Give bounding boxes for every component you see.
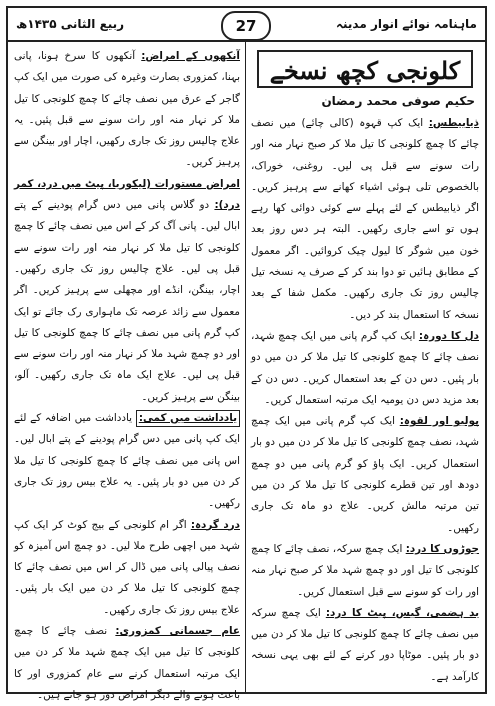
heading-womens-diseases: امراض مستورات (لیکوریا، پیٹ میں درد، کمر درد): — [14, 177, 240, 212]
header-date: ربیع الثانی ۱۴۳۵ھ — [16, 17, 125, 31]
paragraph-general-weakness — [14, 621, 240, 706]
heading-kidney-pain: درد گردہ: — [190, 518, 240, 531]
paragraph-eye-diseases — [14, 46, 240, 174]
heading-general-weakness: عام جسمانی کمزوری: — [115, 625, 240, 638]
page-header — [8, 8, 485, 42]
text-memory-loss: یادداشت میں اضافہ کے لئے ایک کپ پانی میں دس گرام پودینے کے پتے ابال لیں۔ اس پانی میں نصف چائے کا چمچ کلونجی کا تیل ملا کر دن میں دو بار پئیں۔ یہ علاج بیس روز تک جاری رکھیں۔ — [14, 412, 240, 510]
paragraph-womens-diseases — [14, 174, 240, 408]
heading-indigestion: بد ہضمی، گیس، پیٹ کا درد: — [325, 606, 480, 619]
column-divider — [245, 42, 246, 694]
text-polio: ایک کپ گرم پانی میں ایک چمچ شہد، نصف چمچ کلونجی کا تیل ملا کر دن میں دو بار استعمال کریں۔ ایک پاؤ کو گرم پانی میں دو چمچ دودھ اور تین قطرے کلونجی کا تیل ملا کر دن میں تین مرتبہ مالش کریں۔ علاج دو ماہ تک جاری رکھیں۔ — [251, 415, 479, 534]
article-author: حکیم صوفی محمد رمضان — [321, 94, 475, 108]
text-indigestion: ایک چمچ سرکہ میں نصف چائے کا چمچ کلونجی کا تیل ملا کر دن میں دو بار پئیں۔ موٹاپا دور کرنے کے لئے بھی یہی نسخہ کارآمد ہے۔ — [251, 606, 479, 683]
header-magazine-name: ماہنامہ نوائے انوار مدینہ — [335, 17, 477, 31]
paragraph-diabetes — [251, 113, 479, 326]
magazine-page — [6, 6, 487, 701]
text-kidney-pain: اگر ام کلونجی کے بیج کوٹ کر ایک کپ شہد میں اچھی طرح ملا لیں۔ دو چمچ اس آمیزہ کو نصف پیالی پانی میں ڈال کر اس میں نصف چائے کا چمچ کلونجی کا تیل ملا کر دن میں ایک بار پئیں۔ علاج بیس روز تک جاری رکھیں۔ — [14, 518, 240, 616]
text-heart-attack: ایک کپ گرم پانی میں ایک چمچ شہد، نصف چائے کا چمچ کلونجی کا تیل ملا کر دن میں دو بار پئیں۔ دس دن کے بعد استعمال کریں۔ دس دن کے بعد مزید دس دن یومیہ ایک مرتبہ استعمال کریں۔ — [251, 329, 479, 406]
paragraph-joint-pain — [251, 539, 479, 603]
text-joint-pain: ایک چمچ سرکہ، نصف چائے کا چمچ کلونجی کا تیل اور دو چمچ شہد ملا کر صبح نہار منہ اور رات کو سونے سے قبل استعمال کریں۔ — [251, 542, 479, 598]
heading-eye-diseases: آنکھوں کے امراض: — [141, 50, 240, 62]
page-number: 27 — [221, 11, 271, 41]
paragraph-heart-attack — [251, 326, 479, 411]
paragraph-kidney-pain — [14, 515, 240, 621]
paragraph-memory-loss — [14, 408, 240, 514]
text-diabetes: ایک کپ قہوہ (کالی چائے) میں نصف چائے کا چمچ کلونجی کا تیل ملا کر صبح نہار منہ اور رات سونے سے قبل پی لیں۔ روغنی، خوراک، بالخصوص تلی ہوئی اشیاء کھانے سے پرہیز کریں۔ اگر ذیابیطس کے لئے پہلے سے کوئی دوائی کھا رہے ہوں تو اسے جاری رکھیں۔ البتہ ہر دس روز بعد خون میں شوگر کا لیول چیک کروائیں۔ اگر معمول کے مطابق ہائیں تو دوا بند کر کے صرف یہ نسخہ تیل چالیس روز تک جاری رکھیں۔ مکمل شفا کے بعد نسخہ کا استعمال بند کر دیں۔ — [251, 117, 479, 321]
text-general-weakness: نصف چائے کا چمچ کلونجی کا تیل میں ایک چمچ شہد ملا کر دن میں ایک مرتبہ استعمال کرنے سے عام کمزوری اور کا باعث ہونے والے دیگر امراض دور ہو جاتے ہیں۔ — [14, 625, 240, 701]
paragraph-indigestion — [251, 603, 479, 688]
heading-heart-attack: دل کا دورہ: — [418, 329, 479, 342]
article-title: کلونجی کچھ نسخے — [257, 50, 473, 88]
heading-polio: پولیو اور لقوہ: — [399, 415, 479, 428]
heading-memory-loss: یادداشت میں کمی: — [136, 410, 240, 427]
paragraph-polio — [251, 411, 479, 539]
text-womens-diseases: دو گلاس پانی میں دس گرام پودینے کے پتے ابال لیں۔ پانی آگ کر کے اس میں نصف چائے کا چمچ کلونجی کا تیل ملا کر نہار منہ اور رات سونے سے قبل پی لیں۔ علاج چالیس روز تک جاری رکھیں۔ اچار، بینگن، انڈے اور مچھلی سے پرہیز کریں۔ اگر معمول سے زائد عرصہ تک ماہواری رک جائے تو ایک کپ گرم پانی میں نصف چائے کا چمچ کلونجی کا تیل اور دو چمچ شہد ملا کر نہار منہ اور رات سونے سے قبل پی لیں۔ علاج ایک ماہ تک جاری رکھیں۔ آلو، بینگن سے پرہیز کریں۔ — [14, 199, 240, 403]
heading-diabetes: ذیابیطس: — [428, 117, 479, 129]
heading-joint-pain: جوڑوں کا درد: — [405, 542, 479, 555]
left-column — [14, 46, 240, 706]
right-column — [251, 46, 479, 688]
text-eye-diseases: آنکھوں کا سرخ ہونا، پانی بہنا، کمزوری بصارت وغیرہ کی صورت میں ایک کپ گاجر کے عرق میں نصف چائے کا چمچ کلونجی کا تیل ملا کر نہار منہ اور رات سونے سے قبل پئیں۔ یہ علاج چالیس روز تک جاری رکھیں، اچار اور بینگن سے پرہیز کریں۔ — [14, 50, 240, 169]
